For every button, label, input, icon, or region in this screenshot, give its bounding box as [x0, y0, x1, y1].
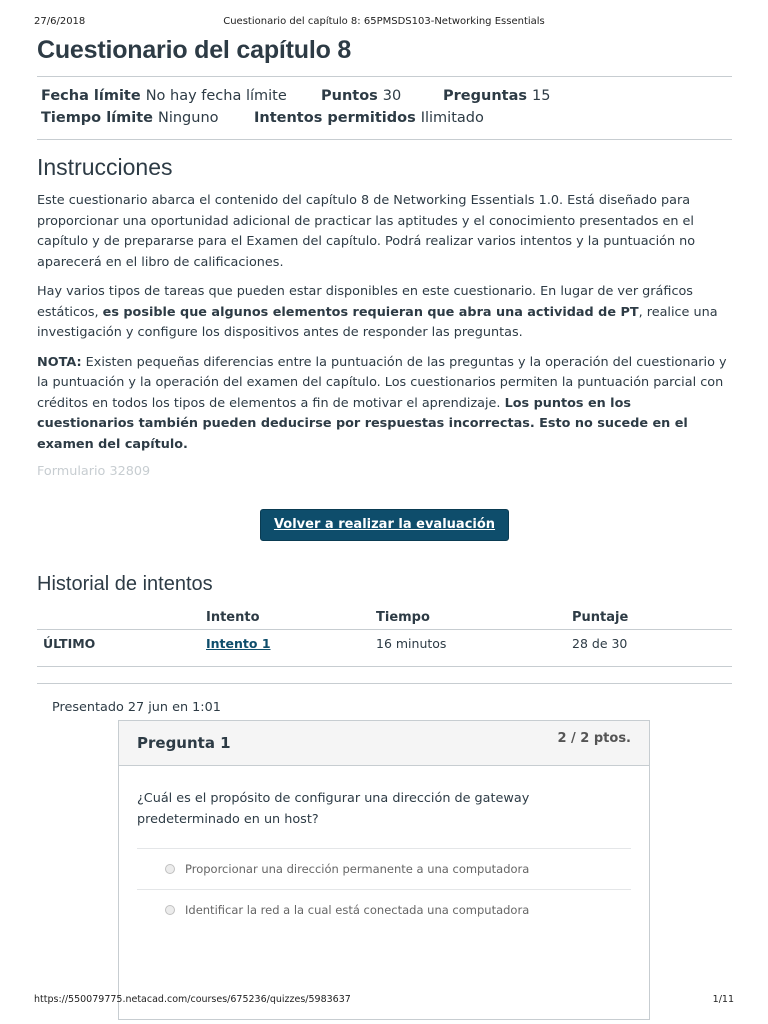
column-header: Puntaje — [572, 604, 732, 630]
instructions-paragraph-3: NOTA: Existen pequeñas diferencias entre la puntuación de las preguntas y la operación del cuestionario y la puntuación y la operación del examen del capítulo. Los cuestionarios permiten la puntuación parcial con créditos en todos los tipos de elementos a fin de motivar el aprendizaje. Los puntos en los cuestionarios también pueden deducirse por respuestas incorrectas. Esto no sucede en el examen del capítulo. — [37, 354, 727, 452]
questions-value: 15 — [531, 88, 551, 104]
time-limit-value: Ninguno — [157, 110, 219, 126]
attempt-score: 28 de 30 — [572, 630, 732, 667]
instructions-title: Instrucciones — [37, 154, 173, 180]
radio-button[interactable] — [165, 905, 175, 915]
question-text: ¿Cuál es el propósito de configurar una dirección de gateway predeterminado en un host? — [137, 791, 530, 827]
attempt-time: 16 minutos — [376, 630, 572, 667]
print-footer — [34, 994, 734, 1005]
answer-list — [137, 848, 631, 930]
instructions-paragraph-1: Este cuestionario abarca el contenido del capítulo 8 de Networking Essentials 1.0. Está diseñado para proporcionar una oportunidad adicional de practicar las aptitudes y el conocimiento presentados en el capítulo y de prepararse para el Examen del capítulo. Podrá realizar varios intentos y la puntuación no aparecerá en el libro de calificaciones. — [37, 193, 696, 270]
points-value: 30 — [382, 88, 402, 104]
form-id: Formulario 32809 — [37, 464, 151, 479]
attempt-1-link[interactable]: Intento 1 — [206, 636, 271, 651]
points-label: Puntos — [321, 88, 378, 104]
due-label: Fecha límite — [41, 88, 141, 104]
divider — [37, 683, 732, 684]
question-name: Pregunta 1 — [137, 734, 231, 752]
table-row — [37, 630, 732, 667]
print-url: https://550079775.netacad.com/courses/675236/quizzes/5983637 — [34, 994, 351, 1005]
quiz-details — [37, 77, 732, 139]
question-header — [119, 721, 649, 766]
retake-quiz-button[interactable]: Volver a realizar la evaluación — [260, 509, 509, 541]
submitted-info: Presentado 27 jun en 1:01 — [52, 700, 221, 715]
print-date: 27/6/2018 — [34, 16, 86, 27]
instructions-paragraph-2: Hay varios tipos de tareas que pueden estar disponibles en este cuestionario. En lugar de ver gráficos estáticos, es posible que algunos elementos requieran que abra una actividad de PT, realice una investigación y configure los dispositivos antes de responder las preguntas. — [37, 284, 718, 340]
answer-option[interactable] — [137, 889, 631, 930]
radio-button[interactable] — [165, 864, 175, 874]
time-limit-label: Tiempo límite — [41, 110, 153, 126]
column-header — [37, 604, 206, 630]
attempt-history-table — [37, 604, 732, 667]
print-page-number: 1/11 — [712, 994, 734, 1005]
column-header: Intento — [206, 604, 376, 630]
column-header: Tiempo — [376, 604, 572, 630]
answer-option[interactable] — [137, 848, 631, 889]
question-points: 2 / 2 ptos. — [557, 731, 631, 746]
attempts-allowed-label: Intentos permitidos — [254, 110, 416, 126]
attempt-history-title: Historial de intentos — [37, 573, 213, 595]
question-card — [118, 720, 650, 1020]
answer-label: Proporcionar una dirección permanente a una computadora — [185, 862, 530, 876]
page-title: Cuestionario del capítulo 8 — [37, 36, 352, 64]
due-value: No hay fecha límite — [145, 88, 287, 104]
attempts-allowed-value: Ilimitado — [420, 110, 484, 126]
answer-label: Identificar la red a la cual está conectada una computadora — [185, 903, 530, 917]
questions-label: Preguntas — [443, 88, 527, 104]
print-title: Cuestionario del capítulo 8: 65PMSDS103-Networking Essentials — [223, 16, 545, 27]
attempt-latest-label: ÚLTIMO — [37, 630, 206, 667]
main-content — [37, 34, 732, 715]
print-header — [34, 16, 734, 27]
